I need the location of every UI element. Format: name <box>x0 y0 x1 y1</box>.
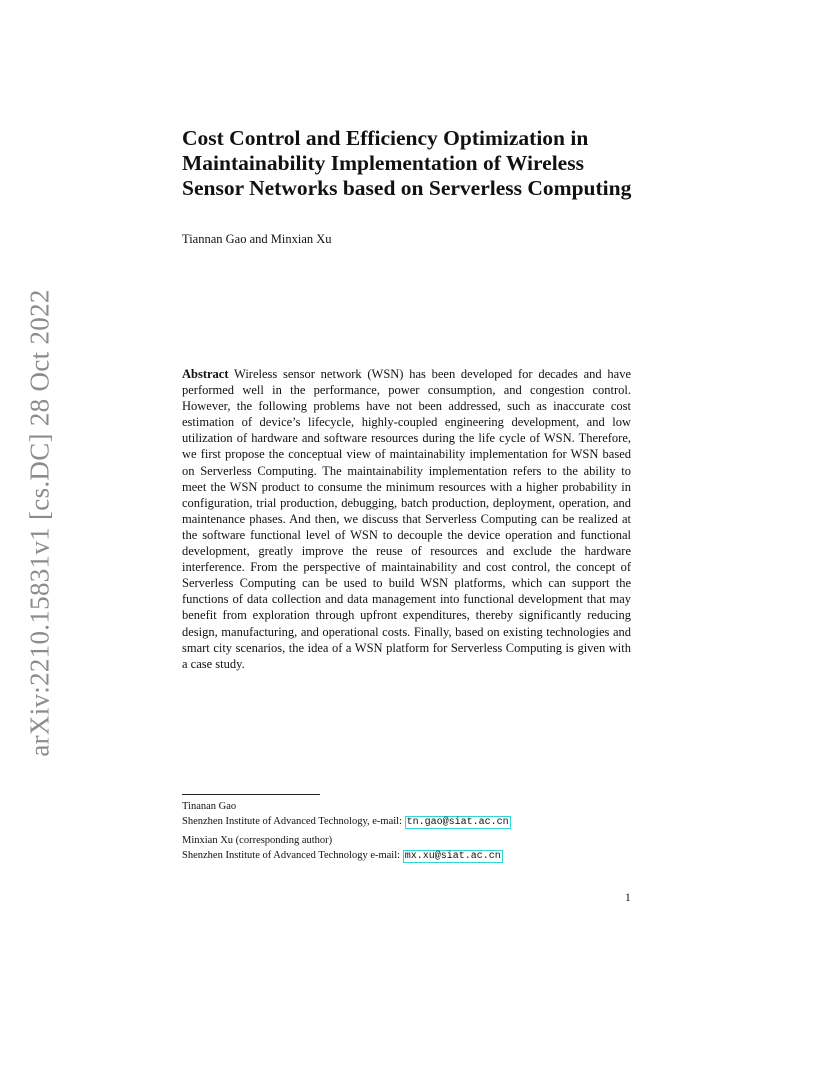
title-line: Maintainability Implementation of Wireless <box>182 151 584 175</box>
email-link[interactable]: tn.gao@siat.ac.cn <box>406 817 509 828</box>
footnote-author-1 <box>182 799 582 830</box>
footnote-affiliation: Shenzhen Institute of Advanced Technology, e-mail: <box>182 816 402 827</box>
abstract-label: Abstract <box>182 367 229 381</box>
footnote-affiliation: Shenzhen Institute of Advanced Technology e-mail: <box>182 850 401 861</box>
footnote-author-name: Minxian Xu (corresponding author) <box>182 835 333 846</box>
paper-title <box>182 126 652 201</box>
abstract-text: Wireless sensor network (WSN) has been developed for decades and have performed well in the performance, power consumption, and congestion control. However, the following problems have not been addressed, such as inaccurate cost estimation of device’s lifecycle, highly-coupled engineering development, and low utilization of hardware and software resources during the life cycle of WSN. Therefore, we first propose the conceptual view of maintainability implementation for WSN based on Serverless Computing. The maintainability implementation refers to the ability to meet the WSN product to consume the minimum resources with a higher probability in configuration, trial production, debugging, batch production, deployment, operation, and maintenance phases. And then, we discuss that Serverless Computing can be realized at the software functional level of WSN to decouple the device operation and functional development, greatly improve the reuse of resources and exclude the hardware interference. From the perspective of maintainability and cost control, the concept of Serverless Computing can be used to build WSN platforms, which can support the functions of data collection and data management into functional development that may benefit from exploration through upfront expenditures, thereby significantly reducing design, manufacturing, and operational costs. Finally, based on existing technologies and smart city scenarios, the idea of a WSN platform for Serverless Computing is given with a case study. <box>182 367 631 671</box>
email-link[interactable]: mx.xu@siat.ac.cn <box>404 851 501 862</box>
footnote-affiliation-line <box>182 814 582 830</box>
footnote-author-2 <box>182 833 582 864</box>
abstract <box>182 366 631 672</box>
title-line: Sensor Networks based on Serverless Computing <box>182 176 632 200</box>
author-list: Tiannan Gao and Minxian Xu <box>182 232 332 246</box>
footnote-author-name: Tinanan Gao <box>182 801 237 812</box>
footnote-affiliation-line <box>182 848 582 864</box>
title-line: Cost Control and Efficiency Optimization in <box>182 126 589 150</box>
footnote-divider <box>182 794 320 795</box>
page-number: 1 <box>625 892 631 904</box>
arxiv-identifier-stamp: arXiv:2210.15831v1 [cs.DC] 28 Oct 2022 <box>24 289 55 757</box>
